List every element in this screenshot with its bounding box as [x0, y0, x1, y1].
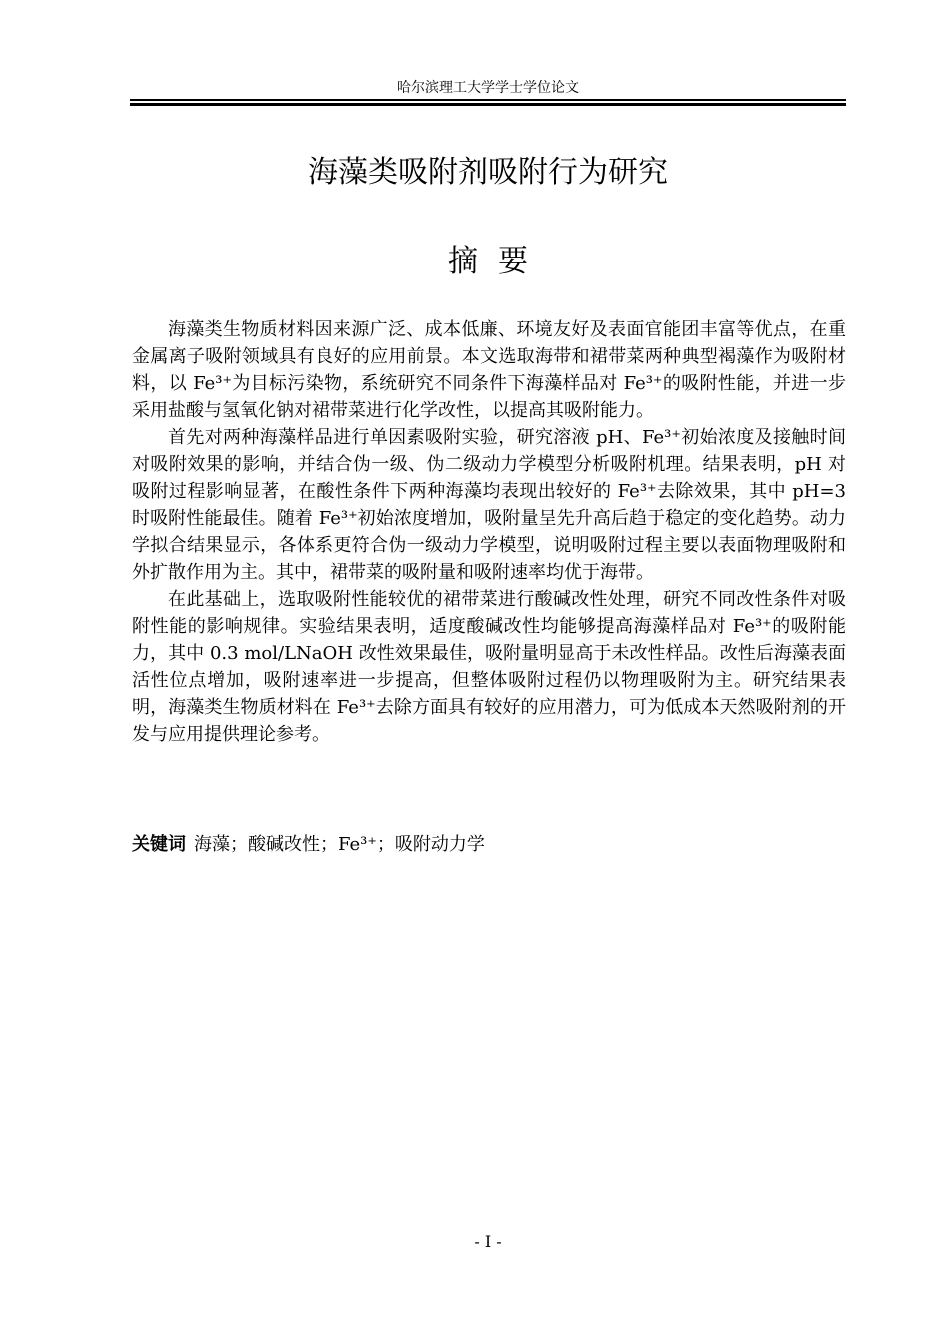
- running-header: 哈尔滨理工大学学士学位论文: [397, 80, 579, 96]
- thesis-title: 海藻类吸附剂吸附行为研究: [308, 155, 668, 190]
- keywords-line: [132, 831, 846, 859]
- abstract-heading: 摘要: [448, 244, 548, 279]
- keywords-text: 海藻；酸碱改性；Fe³⁺；吸附动力学: [194, 834, 485, 855]
- abstract-paragraph-2: 首先对两种海藻样品进行单因素吸附实验，研究溶液 pH、Fe³⁺初始浓度及接触时间对吸附效果的影响，并结合伪一级、伪二级动力学模型分析吸附机理。结果表明，pH 对吸附过程影响显著，在酸性条件下两种海藻均表现出较好的 Fe³⁺去除效果，其中 pH=3 时吸附性能最佳。随着 Fe³⁺初始浓度增加，吸附量呈先升高后趋于稳定的变化趋势。动力学拟合结果显示，各体系更符合伪一级动力学模型，说明吸附过程主要以表面物理吸附和外扩散作用为主。其中，裙带菜的吸附量和吸附速率均优于海带。: [132, 427, 846, 583]
- abstract-body: [132, 316, 846, 748]
- header-rule-thin: [130, 99, 846, 101]
- keywords-label: 关键词: [132, 834, 186, 855]
- abstract-paragraph-3: 在此基础上，选取吸附性能较优的裙带菜进行酸碱改性处理，研究不同改性条件对吸附性能的影响规律。实验结果表明，适度酸碱改性均能够提高海藻样品对 Fe³⁺的吸附能力，其中 0.3 mol/LNaOH 改性效果最佳，吸附量明显高于未改性样品。改性后海藻表面活性位点增加，吸附速率进一步提高，但整体吸附过程仍以物理吸附为主。研究结果表明，海藻类生物质材料在 Fe³⁺去除方面具有较好的应用潜力，可为低成本天然吸附剂的开发与应用提供理论参考。: [132, 589, 846, 745]
- page-number: - I -: [474, 1232, 502, 1251]
- abstract-paragraph-1: 海藻类生物质材料因来源广泛、成本低廉、环境友好及表面官能团丰富等优点，在重金属离子吸附领域具有良好的应用前景。本文选取海带和裙带菜两种典型褐藻作为吸附材料，以 Fe³⁺为目标污染物，系统研究不同条件下海藻样品对 Fe³⁺的吸附性能，并进一步采用盐酸与氢氧化钠对裙带菜进行化学改性，以提高其吸附能力。: [132, 319, 846, 421]
- header-rule-thick: [130, 103, 846, 106]
